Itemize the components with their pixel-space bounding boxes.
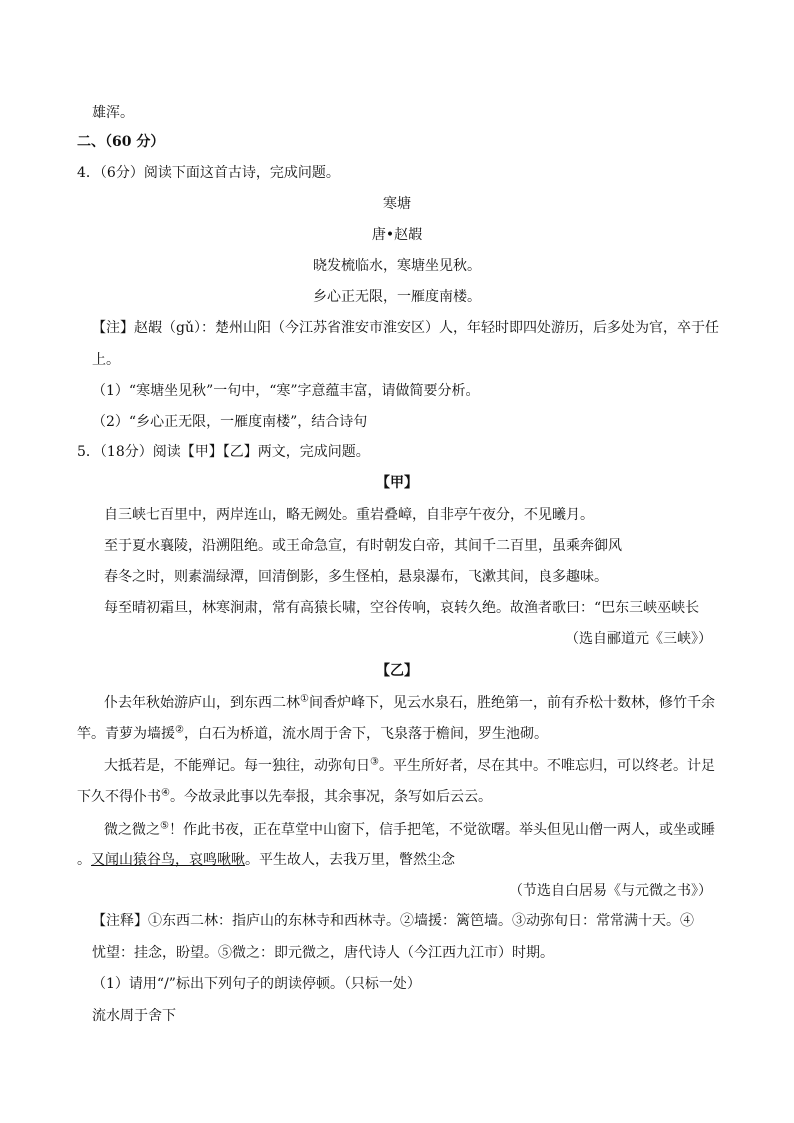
passage-line — [104, 820, 715, 840]
poem-note: 【注】赵嘏（gǔ）：楚州山阳（今江苏省淮安市淮安区）人，年轻时即四处游历，后多处为官，卒于任 — [92, 320, 719, 336]
text-run: 。 — [77, 852, 91, 868]
annotation: 【注释】①东西二林：指庐山的东林寺和西林寺。②墙援：篱笆墙。③动弥旬日：常常满十天。④ — [92, 913, 694, 929]
text-run: 微之微之 — [104, 822, 160, 838]
passage-line — [104, 693, 715, 713]
text-run: 间香炉峰下，见云水泉石，胜绝第一，前有乔松十数林，修竹千余 — [308, 695, 715, 711]
footnote-marker: ④ — [161, 787, 170, 799]
passage-line: 自三峡七百里中，两岸连山，略无阙处。重岩叠嶂，自非亭午夜分，不见曦月。 — [104, 507, 594, 523]
passage-line: 至于夏水襄陵，沿溯阻绝。或王命急宣，有时朝发白帝，其间千二百里，虽乘奔御风 — [104, 538, 622, 554]
text-line: 雄浑。 — [92, 105, 134, 121]
footnote-marker: ② — [175, 724, 184, 736]
text-run: 仆去年秋始游庐山，到东西二林 — [104, 695, 300, 711]
passage-source: （选自郦道元《三峡》） — [565, 631, 712, 647]
text-run: 。平生故人，去我万里，瞥然尘念 — [245, 852, 455, 868]
text-run: 。平生所好者，尽在其中。不唯忘归，可以终老。计足 — [378, 758, 715, 774]
sub-question: （2）“乡心正无限，一雁度南楼”，结合诗句 — [92, 414, 368, 430]
text-run: 竿。青萝为墙援 — [77, 726, 175, 742]
annotation-continued: 忧望：挂念，盼望。⑤微之：即元微之，唐代诗人（今江西九江市）时期。 — [92, 945, 554, 961]
footnote-marker: ⑤ — [160, 820, 169, 832]
poem-line: 乡心正无限，一雁度南楼。 — [313, 289, 481, 305]
text-run: 。今故录此事以先奉报，其余事况，条写如后云云。 — [169, 789, 492, 805]
target-sentence: 流水周于舍下 — [92, 1008, 176, 1024]
passage-jia-title: 【甲】 — [376, 475, 418, 491]
footnote-marker: ① — [300, 693, 309, 705]
footnote-marker: ③ — [370, 756, 379, 768]
poem-author: 唐•赵嘏 — [371, 227, 423, 243]
passage-line — [104, 756, 715, 776]
text-run: ！作此书夜，正在草堂中山窗下，信手把笔，不觉欲曙。举头但见山僧一两人，或坐或睡 — [168, 822, 715, 838]
text-run: ，白石为桥道，流水周于舍下，飞泉落于檐间，罗生池砌。 — [183, 726, 548, 742]
passage-source: （节选自白居易《与元微之书》） — [509, 883, 712, 899]
passage-line — [77, 787, 492, 807]
underlined-sentence: 又闻山猿谷鸟，哀鸣啾啾 — [91, 852, 245, 868]
text-run: 大抵若是，不能殚记。每一独往，动弥旬日 — [104, 758, 370, 774]
passage-line — [77, 850, 455, 870]
sub-question: （1）请用“/”标出下列句子的朗读停顿。（只标一处） — [92, 976, 421, 992]
poem-title: 寒塘 — [383, 196, 411, 212]
poem-note-continued: 上。 — [92, 352, 120, 368]
passage-yi-title: 【乙】 — [376, 663, 418, 679]
passage-line — [77, 724, 548, 744]
sub-question: （1）“寒塘坐见秋”一句中，“寒”字意蕴丰富，请做简要分析。 — [92, 383, 480, 399]
section-heading: 二、（60 分） — [77, 134, 165, 150]
text-run: 下久不得仆书 — [77, 789, 161, 805]
question-5-stem: 5．（18分）阅读【甲】【乙】两文，完成问题。 — [77, 444, 370, 460]
passage-line: 春冬之时，则素湍绿潭，回清倒影，多生怪柏，悬泉瀑布，飞漱其间，良多趣味。 — [104, 569, 608, 585]
poem-line: 晓发梳临水，寒塘坐见秋。 — [313, 258, 481, 274]
passage-line: 每至晴初霜旦，林寒涧肃，常有高猿长啸，空谷传响，哀转久绝。故渔者歌曰：“巴东三峡巫峡长 — [104, 600, 700, 616]
question-4-stem: 4．（6分）阅读下面这首古诗，完成问题。 — [77, 165, 340, 181]
